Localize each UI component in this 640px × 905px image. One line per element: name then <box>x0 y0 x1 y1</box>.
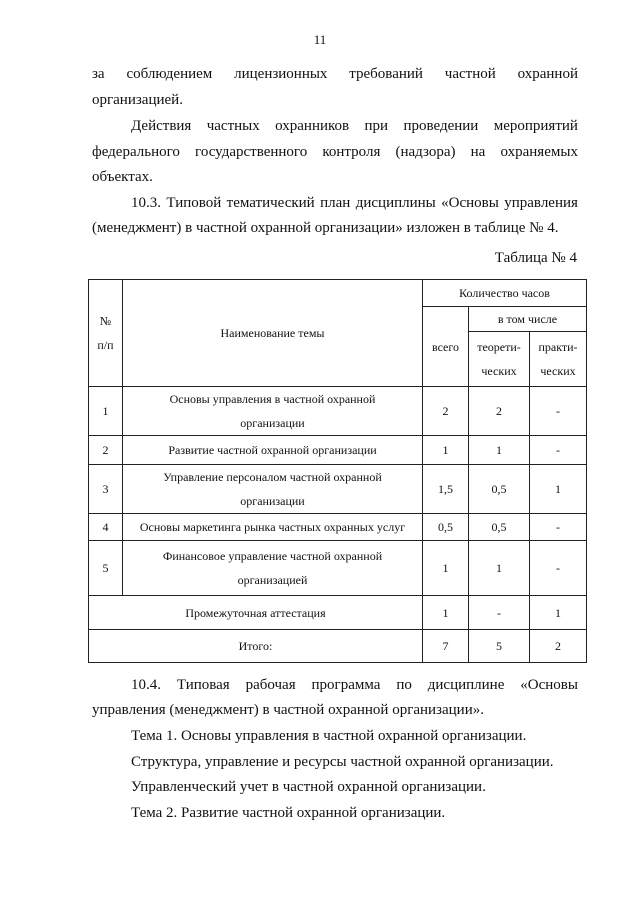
word: по <box>396 677 412 693</box>
row-theory: 1 <box>469 436 530 465</box>
row-total: 1 <box>423 436 469 465</box>
table-row <box>89 387 587 436</box>
table-row-summary <box>89 630 587 663</box>
header-practice-line-2: ческих <box>540 364 576 378</box>
word: Типовой <box>166 195 222 211</box>
row-topic-line-1: Управление персоналом частной охранной <box>163 470 382 484</box>
row-topic: Основы маркетинга рынка частных охранных услуг <box>123 514 423 541</box>
header-including: в том числе <box>469 307 587 332</box>
header-topic: Наименование темы <box>123 280 423 387</box>
topic-1-line-structure: Структура, управление и ресурсы частной охранной организации. <box>131 754 554 770</box>
header-theory-line-1: теорети- <box>477 340 521 354</box>
header-number-line-1: № <box>99 314 112 328</box>
paragraph-3-line-2: (менеджмент) в частной охранной организации» изложен в таблице № 4. <box>92 220 559 236</box>
word: федерального <box>92 144 180 160</box>
row-practice: - <box>530 541 587 596</box>
topic-1-line-accounting: Управленческий учет в частной охранной организации. <box>131 779 486 795</box>
row-theory: 0,5 <box>469 465 530 514</box>
header-number-line-2: п/п <box>97 338 114 352</box>
paragraph-2-line-1 <box>131 116 578 136</box>
paragraph-1-line-2: организацией. <box>92 92 183 108</box>
row-total: 2 <box>423 387 469 436</box>
paragraph-4-line-2: управления (менеджмент) в частной охранной организации». <box>92 702 484 718</box>
word: 10.3. <box>131 195 161 211</box>
word: рабочая <box>245 677 296 693</box>
word: 10.4. <box>131 677 161 693</box>
word: требований <box>349 66 423 82</box>
summary-label: Итого: <box>89 630 423 663</box>
topic-2-heading: Тема 2. Развитие частной охранной организации. <box>131 805 446 821</box>
word: программа <box>311 677 381 693</box>
word: контроля <box>322 144 381 160</box>
word: план <box>320 195 351 211</box>
word: тематический <box>226 195 315 211</box>
word: мероприятий <box>493 118 578 134</box>
paragraph-4-line-1 <box>131 675 578 695</box>
row-topic-line-1: Финансовое управление частной охранной <box>162 549 383 563</box>
row-topic: Развитие частной охранной организации <box>123 436 423 465</box>
header-practice <box>530 332 587 387</box>
word: при <box>364 118 389 134</box>
intermediate-practice: 1 <box>530 596 587 630</box>
word: проведении <box>403 118 479 134</box>
intermediate-theory: - <box>469 596 530 630</box>
row-number: 2 <box>89 436 123 465</box>
row-practice: 1 <box>530 465 587 514</box>
word: охранников <box>275 118 350 134</box>
word: частной <box>444 66 496 82</box>
table-row <box>89 436 587 465</box>
row-theory: 1 <box>469 541 530 596</box>
summary-practice: 2 <box>530 630 587 663</box>
word: «Основы <box>520 677 578 693</box>
row-total: 0,5 <box>423 514 469 541</box>
row-theory: 2 <box>469 387 530 436</box>
topics-table <box>88 279 587 663</box>
table-row <box>89 541 587 596</box>
header-hours: Количество часов <box>423 280 587 307</box>
word: охранной <box>517 66 578 82</box>
row-topic-line-2: организацией <box>237 573 308 587</box>
header-theory <box>469 332 530 387</box>
intermediate-label: Промежуточная аттестация <box>89 596 423 630</box>
topic-1-heading: Тема 1. Основы управления в частной охранной организации. <box>131 728 527 744</box>
table-row <box>89 514 587 541</box>
header-number <box>89 280 123 387</box>
word: охраняемых <box>500 144 578 160</box>
row-topic-line-2: организации <box>240 416 305 430</box>
word: Действия <box>131 118 192 134</box>
word: на <box>470 144 486 160</box>
row-practice: - <box>530 436 587 465</box>
header-theory-line-2: ческих <box>481 364 517 378</box>
row-topic <box>123 465 423 514</box>
header-total: всего <box>423 307 469 387</box>
row-number: 5 <box>89 541 123 596</box>
row-number: 1 <box>89 387 123 436</box>
row-total: 1 <box>423 541 469 596</box>
word: за <box>92 66 105 82</box>
paragraph-1-line-1 <box>92 64 578 84</box>
row-topic <box>123 541 423 596</box>
paragraph-2-line-2 <box>92 142 578 162</box>
word: государственного <box>195 144 308 160</box>
word: частных <box>206 118 260 134</box>
word: Типовая <box>176 677 230 693</box>
paragraph-3-line-1 <box>131 193 578 213</box>
row-topic <box>123 387 423 436</box>
table-row <box>89 465 587 514</box>
word: лицензионных <box>234 66 328 82</box>
table-caption: Таблица № 4 <box>494 250 577 266</box>
word: (надзора) <box>395 144 456 160</box>
row-practice: - <box>530 387 587 436</box>
word: управления <box>504 195 578 211</box>
summary-theory: 5 <box>469 630 530 663</box>
page-number: 11 <box>313 32 327 47</box>
summary-total: 7 <box>423 630 469 663</box>
table-row-intermediate <box>89 596 587 630</box>
row-number: 3 <box>89 465 123 514</box>
paragraph-2-line-3: объектах. <box>92 169 153 185</box>
word: «Основы <box>441 195 499 211</box>
word: дисциплины <box>355 195 436 211</box>
row-topic-line-2: организации <box>240 494 305 508</box>
row-practice: - <box>530 514 587 541</box>
row-theory: 0,5 <box>469 514 530 541</box>
intermediate-total: 1 <box>423 596 469 630</box>
word: дисциплине <box>427 677 505 693</box>
row-total: 1,5 <box>423 465 469 514</box>
row-number: 4 <box>89 514 123 541</box>
header-practice-line-1: практи- <box>538 340 578 354</box>
row-topic-line-1: Основы управления в частной охранной <box>169 392 376 406</box>
word: соблюдением <box>126 66 213 82</box>
